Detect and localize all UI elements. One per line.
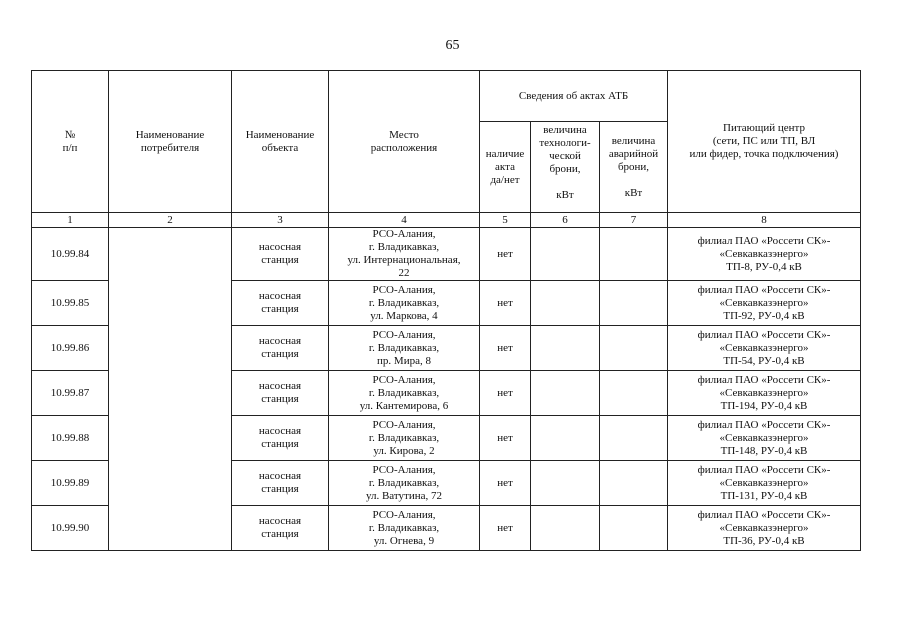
location: РСО-Алания, г. Владикавказ, ул. Маркова, 4 [329, 281, 480, 326]
power-center: филиал ПАО «Россети СК»- «Севкавказэнерго» ТП-8, РУ-0,4 кВ [668, 228, 861, 281]
column-number: 4 [329, 213, 480, 228]
header-atb-tech: величина технологи- ческой брони, кВт [531, 122, 600, 213]
location: РСО-Алания, г. Владикавказ, ул. Ватутина, 72 [329, 461, 480, 506]
tech-reserve [531, 326, 600, 371]
emergency-reserve [600, 228, 668, 281]
emergency-reserve [600, 506, 668, 551]
power-center: филиал ПАО «Россети СК»- «Севкавказэнерго» ТП-148, РУ-0,4 кВ [668, 416, 861, 461]
tech-reserve [531, 371, 600, 416]
act-presence: нет [480, 281, 531, 326]
column-number: 1 [32, 213, 109, 228]
column-number-row [32, 213, 861, 228]
row-number: 10.99.84 [32, 228, 109, 281]
column-number: 5 [480, 213, 531, 228]
header-num: № п/п [32, 71, 109, 213]
power-center: филиал ПАО «Россети СК»- «Севкавказэнерго» ТП-54, РУ-0,4 кВ [668, 326, 861, 371]
object-name: насосная станция [232, 416, 329, 461]
column-number: 8 [668, 213, 861, 228]
power-center: филиал ПАО «Россети СК»- «Севкавказэнерго» ТП-131, РУ-0,4 кВ [668, 461, 861, 506]
tech-reserve [531, 416, 600, 461]
column-number: 2 [109, 213, 232, 228]
row-number: 10.99.90 [32, 506, 109, 551]
header-consumer: Наименование потребителя [109, 71, 232, 213]
power-center: филиал ПАО «Россети СК»- «Севкавказэнерго» ТП-92, РУ-0,4 кВ [668, 281, 861, 326]
location: РСО-Алания, г. Владикавказ, ул. Огнева, 9 [329, 506, 480, 551]
object-name: насосная станция [232, 461, 329, 506]
location: РСО-Алания, г. Владикавказ, ул. Интернациональная, 22 [329, 228, 480, 281]
header-power-center: Питающий центр (сети, ПС или ТП, ВЛ или фидер, точка подключения) [668, 71, 861, 213]
page-number: 65 [445, 38, 460, 53]
emergency-reserve [600, 461, 668, 506]
consumer-cell [109, 228, 232, 551]
power-center: филиал ПАО «Россети СК»- «Севкавказэнерго» ТП-36, РУ-0,4 кВ [668, 506, 861, 551]
header-atb-emergency: величина аварийной брони, кВт [600, 122, 668, 213]
object-name: насосная станция [232, 326, 329, 371]
location: РСО-Алания, г. Владикавказ, ул. Кирова, 2 [329, 416, 480, 461]
tech-reserve [531, 461, 600, 506]
table-row [32, 228, 861, 281]
row-number: 10.99.86 [32, 326, 109, 371]
row-number: 10.99.88 [32, 416, 109, 461]
header-atb-presence: наличие акта да/нет [480, 122, 531, 213]
tech-reserve [531, 281, 600, 326]
atb-register-table [31, 70, 861, 551]
location: РСО-Алания, г. Владикавказ, ул. Кантемирова, 6 [329, 371, 480, 416]
column-number: 6 [531, 213, 600, 228]
act-presence: нет [480, 506, 531, 551]
object-name: насосная станция [232, 506, 329, 551]
tech-reserve [531, 506, 600, 551]
act-presence: нет [480, 416, 531, 461]
header-atb-group: Сведения об актах АТБ [480, 71, 668, 122]
row-number: 10.99.87 [32, 371, 109, 416]
emergency-reserve [600, 416, 668, 461]
tech-reserve [531, 228, 600, 281]
header-location: Место расположения [329, 71, 480, 213]
emergency-reserve [600, 371, 668, 416]
act-presence: нет [480, 326, 531, 371]
act-presence: нет [480, 371, 531, 416]
power-center: филиал ПАО «Россети СК»- «Севкавказэнерго» ТП-194, РУ-0,4 кВ [668, 371, 861, 416]
object-name: насосная станция [232, 228, 329, 281]
row-number: 10.99.89 [32, 461, 109, 506]
emergency-reserve [600, 281, 668, 326]
location: РСО-Алания, г. Владикавказ, пр. Мира, 8 [329, 326, 480, 371]
row-number: 10.99.85 [32, 281, 109, 326]
header-object: Наименование объекта [232, 71, 329, 213]
object-name: насосная станция [232, 281, 329, 326]
act-presence: нет [480, 461, 531, 506]
act-presence: нет [480, 228, 531, 281]
object-name: насосная станция [232, 371, 329, 416]
column-number: 3 [232, 213, 329, 228]
column-number: 7 [600, 213, 668, 228]
emergency-reserve [600, 326, 668, 371]
